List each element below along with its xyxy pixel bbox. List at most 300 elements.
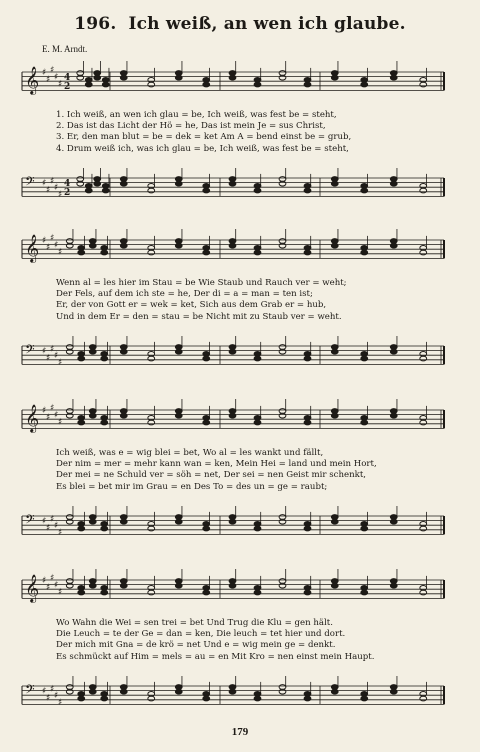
note-icon — [102, 188, 109, 193]
note-icon — [331, 75, 338, 80]
note-icon — [331, 181, 338, 186]
note-icon — [254, 526, 261, 531]
note-icon — [89, 515, 96, 520]
note-icon — [101, 356, 108, 361]
note-icon — [331, 689, 338, 694]
note-icon — [331, 71, 338, 76]
verse-line: Es blei = bet mir im Grau = en Des To = des un = ge = raubt; — [56, 481, 328, 492]
note-icon — [304, 420, 311, 425]
sharp-icon: ♯ — [42, 178, 47, 189]
note-icon — [254, 696, 261, 701]
note-icon — [175, 409, 182, 414]
note-icon — [279, 71, 286, 76]
note-icon — [254, 82, 261, 87]
note-icon — [229, 349, 236, 354]
note-icon — [66, 243, 73, 248]
page-number: 179 — [231, 726, 249, 738]
note-icon — [203, 184, 210, 189]
hymn-number: 196. — [74, 14, 117, 34]
note-icon — [101, 250, 108, 255]
note-icon — [175, 689, 182, 694]
sharp-icon: ♯ — [46, 693, 51, 704]
sharp-icon: ♯ — [42, 516, 47, 527]
time-signature-top: 4 — [64, 179, 71, 189]
verse-line: Der Fels, auf dem ich ste = he, Der di = a = man = ten ist; — [56, 289, 313, 300]
note-icon — [229, 345, 236, 350]
music-system-2 — [20, 226, 448, 374]
note-icon — [361, 356, 368, 361]
note-icon — [66, 685, 73, 690]
note-icon — [229, 685, 236, 690]
note-icon — [390, 75, 397, 80]
note-icon — [120, 71, 127, 76]
sharp-icon: ♯ — [42, 236, 47, 246]
note-icon — [120, 579, 127, 584]
note-icon — [78, 356, 85, 361]
note-icon — [331, 515, 338, 520]
note-icon — [175, 243, 182, 248]
note-icon — [175, 345, 182, 350]
note-icon — [304, 82, 311, 87]
note-icon — [390, 579, 397, 584]
note-icon — [229, 519, 236, 524]
sharp-icon: ♯ — [58, 190, 63, 201]
note-icon — [101, 522, 108, 527]
verse-line: 1. Ich weiß, an wen ich glau = be, Ich weiß, was fest be = steht, — [56, 110, 337, 120]
note-icon — [229, 243, 236, 248]
note-icon — [175, 71, 182, 76]
note-icon — [85, 184, 92, 189]
note-icon — [120, 515, 127, 520]
verse-line: Der mich mit Gna = de krö = net Und e = wig mein ge = denkt. — [56, 640, 336, 651]
sharp-icon: ♯ — [46, 412, 51, 423]
hymn-title — [0, 14, 480, 34]
note-icon — [66, 579, 73, 584]
verse-line: Ich weiß, was e = wig blei = bet, Wo al = les wankt und fällt, — [56, 448, 324, 458]
sharp-icon: ♯ — [50, 344, 55, 355]
note-icon — [254, 184, 261, 189]
note-icon — [304, 78, 311, 83]
note-icon — [331, 345, 338, 350]
note-icon — [279, 181, 286, 186]
note-icon — [120, 349, 127, 354]
note-icon — [390, 689, 397, 694]
note-icon — [229, 177, 236, 182]
note-icon — [279, 349, 286, 354]
note-icon — [361, 696, 368, 701]
note-icon — [203, 696, 210, 701]
note-icon — [279, 519, 286, 524]
note-icon — [203, 250, 210, 255]
note-icon — [101, 526, 108, 531]
note-icon — [203, 522, 210, 527]
sharp-icon: ♯ — [50, 514, 55, 525]
note-icon — [203, 352, 210, 357]
verse-line: Der nim = mer = mehr kann wan = ken, Mein Hei = land und mein Hort, — [56, 459, 377, 470]
note-icon — [85, 188, 92, 193]
sharp-icon: ♯ — [54, 183, 59, 194]
verse-line: 4. Drum weiß ich, was ich glau = be, Ich weiß, was fest be = steht, — [56, 143, 349, 154]
note-icon — [89, 519, 96, 524]
note-icon — [66, 239, 73, 244]
verse-line: Wo Wahn die Wei = sen trei = bet Und Trug die Klu = gen hält. — [56, 618, 333, 628]
note-icon — [120, 413, 127, 418]
note-icon — [304, 250, 311, 255]
note-icon — [66, 349, 73, 354]
note-icon — [361, 246, 368, 251]
note-icon — [101, 246, 108, 251]
note-icon — [331, 413, 338, 418]
note-icon — [77, 71, 84, 76]
note-icon — [279, 413, 286, 418]
note-icon — [120, 519, 127, 524]
note-icon — [120, 409, 127, 414]
note-icon — [66, 519, 73, 524]
note-icon — [390, 409, 397, 414]
composer-credit: E. M. Arndt. — [42, 44, 88, 54]
note-icon — [120, 689, 127, 694]
verse-line: Der mei = ne Schuld ver = söh = net, Der sei = nen Geist mir schenkt, — [56, 470, 367, 481]
note-icon — [77, 75, 84, 80]
note-icon — [390, 583, 397, 588]
note-icon — [390, 177, 397, 182]
note-icon — [229, 239, 236, 244]
note-icon — [229, 181, 236, 186]
note-icon — [331, 519, 338, 524]
note-icon — [304, 246, 311, 251]
note-icon — [361, 522, 368, 527]
note-icon — [304, 526, 311, 531]
note-icon — [229, 409, 236, 414]
note-icon — [390, 515, 397, 520]
note-icon — [78, 250, 85, 255]
verse-block-4 — [56, 618, 456, 663]
note-icon — [361, 352, 368, 357]
note-icon — [89, 689, 96, 694]
note-icon — [102, 184, 109, 189]
sharp-icon: ♯ — [50, 233, 55, 244]
time-signature-top: 4 — [64, 73, 71, 83]
note-icon — [78, 590, 85, 595]
note-icon — [66, 689, 73, 694]
note-icon — [120, 239, 127, 244]
note-icon — [390, 71, 397, 76]
note-icon — [361, 590, 368, 595]
hymn-title-text: Ich weiß, an wen ich glaube. — [128, 14, 406, 34]
note-icon — [331, 243, 338, 248]
sharp-icon: ♯ — [54, 580, 59, 591]
music-system-4 — [20, 566, 448, 714]
note-icon — [331, 579, 338, 584]
bass-clef-icon: 𝄢 — [25, 174, 35, 192]
note-icon — [279, 243, 286, 248]
note-icon — [279, 583, 286, 588]
note-icon — [101, 586, 108, 591]
note-icon — [361, 184, 368, 189]
verse-line: 3. Er, den man blut = be = dek = ket Am A = bend einst be = grub, — [56, 132, 352, 143]
sharp-icon: ♯ — [50, 176, 55, 187]
note-icon — [361, 78, 368, 83]
verse-line: 2. Das ist das Licht der Hö = he, Das ist mein Je = sus Christ, — [56, 121, 326, 132]
sharp-icon: ♯ — [46, 242, 51, 253]
note-icon — [66, 583, 73, 588]
note-icon — [279, 579, 286, 584]
treble-staff — [20, 396, 448, 456]
note-icon — [175, 579, 182, 584]
note-icon — [361, 526, 368, 531]
note-icon — [66, 413, 73, 418]
note-icon — [89, 579, 96, 584]
sharp-icon: ♯ — [50, 684, 55, 695]
note-icon — [175, 349, 182, 354]
sharp-icon: ♯ — [54, 351, 59, 362]
note-icon — [175, 413, 182, 418]
note-icon — [331, 583, 338, 588]
note-icon — [89, 583, 96, 588]
note-icon — [304, 696, 311, 701]
note-icon — [304, 416, 311, 421]
note-icon — [361, 420, 368, 425]
note-icon — [304, 586, 311, 591]
note-icon — [361, 188, 368, 193]
note-icon — [229, 583, 236, 588]
note-icon — [66, 515, 73, 520]
note-icon — [78, 696, 85, 701]
sharp-icon: ♯ — [42, 346, 47, 357]
verse-block-2 — [56, 278, 456, 323]
note-icon — [229, 689, 236, 694]
note-icon — [94, 181, 101, 186]
note-icon — [203, 420, 210, 425]
sharp-icon: ♯ — [46, 353, 51, 364]
bass-clef-icon: 𝄢 — [25, 512, 35, 530]
note-icon — [390, 239, 397, 244]
note-icon — [331, 685, 338, 690]
note-icon — [101, 352, 108, 357]
note-icon — [254, 188, 261, 193]
note-icon — [78, 586, 85, 591]
note-icon — [94, 177, 101, 182]
sharp-icon: ♯ — [42, 68, 47, 78]
note-icon — [120, 181, 127, 186]
sharp-icon: ♯ — [50, 403, 55, 414]
note-icon — [390, 349, 397, 354]
note-icon — [254, 356, 261, 361]
treble-clef-icon: 𝄞 — [25, 234, 40, 262]
note-icon — [77, 181, 84, 186]
note-icon — [89, 685, 96, 690]
bass-clef-icon: 𝄢 — [25, 342, 35, 360]
note-icon — [203, 246, 210, 251]
note-icon — [175, 75, 182, 80]
note-icon — [254, 250, 261, 255]
sharp-icon: ♯ — [46, 74, 51, 85]
note-icon — [78, 420, 85, 425]
verse-line: Es schmückt auf Him = mels = au = en Mit Kro = nen einst mein Haupt. — [56, 651, 375, 662]
note-icon — [279, 345, 286, 350]
sharp-icon: ♯ — [54, 521, 59, 532]
sharp-icon: ♯ — [58, 358, 63, 369]
note-icon — [120, 177, 127, 182]
note-icon — [361, 692, 368, 697]
note-icon — [203, 692, 210, 697]
note-icon — [78, 246, 85, 251]
note-icon — [120, 345, 127, 350]
verse-line: Die Leuch = te der Ge = dan = ken, Die leuch = tet hier und dort. — [56, 629, 346, 640]
note-icon — [279, 177, 286, 182]
sharp-icon: ♯ — [42, 686, 47, 697]
note-icon — [78, 352, 85, 357]
note-icon — [120, 583, 127, 588]
note-icon — [175, 239, 182, 244]
note-icon — [279, 409, 286, 414]
note-icon — [304, 352, 311, 357]
note-icon — [229, 515, 236, 520]
sharp-icon: ♯ — [58, 79, 63, 90]
treble-clef-icon: 𝄞 — [25, 66, 40, 94]
note-icon — [78, 526, 85, 531]
note-icon — [254, 420, 261, 425]
treble-clef-icon: 𝄞 — [25, 404, 40, 432]
music-system-3 — [20, 396, 448, 544]
note-icon — [78, 692, 85, 697]
bass-clef-icon: 𝄢 — [25, 682, 35, 700]
note-icon — [203, 82, 210, 87]
bass-staff — [20, 676, 448, 716]
note-icon — [390, 413, 397, 418]
note-icon — [279, 239, 286, 244]
note-icon — [304, 356, 311, 361]
note-icon — [89, 409, 96, 414]
sharp-icon: ♯ — [50, 573, 55, 584]
note-icon — [254, 590, 261, 595]
note-icon — [361, 416, 368, 421]
note-icon — [89, 239, 96, 244]
sharp-icon: ♯ — [46, 185, 51, 196]
note-icon — [120, 243, 127, 248]
note-icon — [175, 515, 182, 520]
note-icon — [102, 82, 109, 87]
treble-staff — [20, 58, 448, 118]
note-icon — [279, 685, 286, 690]
note-icon — [101, 590, 108, 595]
note-icon — [279, 689, 286, 694]
note-icon — [229, 579, 236, 584]
note-icon — [94, 71, 101, 76]
note-icon — [254, 416, 261, 421]
note-icon — [254, 246, 261, 251]
note-icon — [66, 409, 73, 414]
verse-block-3 — [56, 448, 456, 493]
note-icon — [279, 75, 286, 80]
verse-line: Wenn al = les hier im Stau = be Wie Staub und Rauch ver = weht; — [56, 278, 347, 288]
note-icon — [203, 188, 210, 193]
note-icon — [390, 519, 397, 524]
treble-staff — [20, 566, 448, 626]
note-icon — [77, 177, 84, 182]
sharp-icon: ♯ — [46, 582, 51, 593]
note-icon — [331, 409, 338, 414]
note-icon — [89, 413, 96, 418]
note-icon — [390, 345, 397, 350]
note-icon — [203, 78, 210, 83]
sharp-icon: ♯ — [54, 72, 59, 83]
sharp-icon: ♯ — [58, 417, 63, 428]
note-icon — [89, 349, 96, 354]
sharp-icon: ♯ — [42, 406, 47, 416]
note-icon — [89, 345, 96, 350]
note-icon — [78, 416, 85, 421]
note-icon — [254, 522, 261, 527]
note-icon — [101, 692, 108, 697]
time-signature-bottom: 2 — [64, 188, 71, 198]
bass-staff — [20, 168, 448, 208]
note-icon — [89, 243, 96, 248]
sharp-icon: ♯ — [58, 247, 63, 258]
bass-staff — [20, 506, 448, 546]
bass-staff — [20, 336, 448, 376]
verse-block-1 — [56, 110, 456, 155]
sharp-icon: ♯ — [42, 576, 47, 586]
treble-clef-icon: 𝄞 — [25, 574, 40, 602]
sharp-icon: ♯ — [54, 410, 59, 421]
note-icon — [361, 82, 368, 87]
note-icon — [254, 692, 261, 697]
note-icon — [304, 188, 311, 193]
verse-line: Er, der von Gott er = wek = ket, Sich aus dem Grab er = hub, — [56, 300, 327, 311]
note-icon — [203, 416, 210, 421]
note-icon — [120, 75, 127, 80]
note-icon — [101, 416, 108, 421]
note-icon — [175, 583, 182, 588]
note-icon — [203, 526, 210, 531]
note-icon — [229, 413, 236, 418]
note-icon — [331, 349, 338, 354]
note-icon — [101, 696, 108, 701]
note-icon — [361, 250, 368, 255]
note-icon — [254, 586, 261, 591]
note-icon — [390, 181, 397, 186]
verse-line: Und in dem Er = den = stau = be Nicht mit zu Staub ver = weht. — [56, 311, 342, 322]
treble-staff — [20, 226, 448, 286]
note-icon — [304, 590, 311, 595]
note-icon — [279, 515, 286, 520]
note-icon — [66, 345, 73, 350]
note-icon — [175, 177, 182, 182]
note-icon — [120, 685, 127, 690]
note-icon — [254, 78, 261, 83]
sharp-icon: ♯ — [58, 528, 63, 539]
note-icon — [304, 522, 311, 527]
sharp-icon: ♯ — [58, 587, 63, 598]
sharp-icon: ♯ — [58, 698, 63, 709]
sharp-icon: ♯ — [54, 691, 59, 702]
time-signature-bottom: 2 — [64, 82, 71, 92]
note-icon — [78, 522, 85, 527]
music-system-1 — [20, 58, 448, 206]
note-icon — [102, 78, 109, 83]
note-icon — [331, 177, 338, 182]
note-icon — [85, 82, 92, 87]
note-icon — [94, 75, 101, 80]
note-icon — [390, 243, 397, 248]
note-icon — [304, 692, 311, 697]
note-icon — [175, 519, 182, 524]
note-icon — [331, 239, 338, 244]
sharp-icon: ♯ — [46, 523, 51, 534]
sharp-icon: ♯ — [50, 65, 55, 76]
sharp-icon: ♯ — [54, 240, 59, 251]
